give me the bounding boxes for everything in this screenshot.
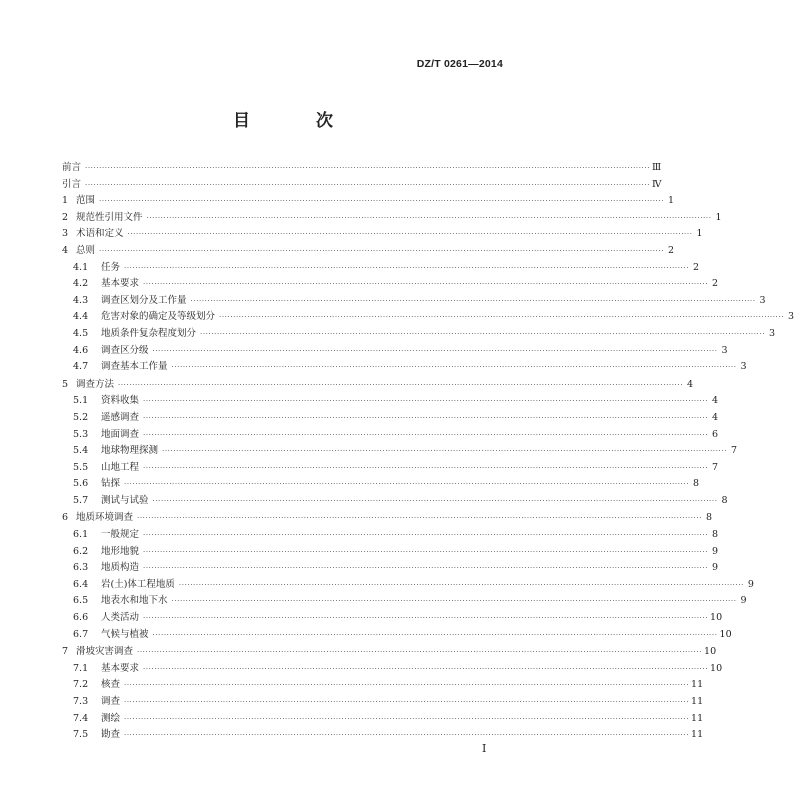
- toc-entry[interactable]: [62, 694, 704, 711]
- toc-entry[interactable]: [62, 460, 719, 477]
- toc-entry-page: 10: [704, 646, 717, 658]
- toc-entry-title: 气候与植被: [101, 628, 149, 640]
- toc-entry-page: Ⅳ: [652, 178, 662, 190]
- toc-entry-number: 1: [62, 195, 69, 207]
- toc-entry-page: 1: [696, 228, 703, 240]
- toc-entry[interactable]: [62, 159, 662, 177]
- leader-dots: ········································································································································································································: [124, 681, 690, 690]
- toc-entry-number: 5.7: [73, 494, 89, 506]
- toc-entry-number: 4.3: [73, 294, 89, 306]
- leader-dots: ········································································································································································································: [143, 413, 709, 422]
- toc-entry-title: 调查区划分及工作量: [101, 294, 187, 306]
- leader-dots: ········································································································································································································: [85, 164, 651, 172]
- leader-dots: ········································································································································································································: [143, 430, 709, 439]
- toc-entry-title: 资料收集: [101, 395, 140, 407]
- page-title: 目 次: [233, 111, 363, 131]
- toc-entry-number: 6.1: [73, 529, 89, 541]
- toc-entry-page: 9: [712, 545, 719, 557]
- toc-entry[interactable]: [62, 359, 747, 376]
- leader-dots: ········································································································································································································: [143, 463, 709, 472]
- toc-entry-title: 测试与试验: [101, 494, 149, 506]
- toc-entry[interactable]: [62, 527, 719, 544]
- toc-entry-number: 6: [62, 512, 69, 524]
- page-number: I: [482, 742, 487, 755]
- toc-entry-title: 规范性引用文件: [76, 211, 143, 223]
- toc-entry-page: 8: [693, 478, 700, 490]
- toc-entry[interactable]: [62, 276, 719, 293]
- toc-entry-number: 6.5: [73, 595, 89, 607]
- toc-entry-title: 调查方法: [76, 378, 115, 390]
- toc-entry-page: 10: [710, 662, 723, 674]
- toc-entry[interactable]: [62, 326, 776, 343]
- toc-entry-title: 范围: [76, 195, 96, 207]
- toc-entry-number: 6.3: [73, 562, 89, 574]
- toc-entry-number: 5.6: [73, 478, 89, 490]
- toc-entry-page: 3: [740, 361, 747, 373]
- toc-entry-title: 山地工程: [101, 461, 140, 473]
- leader-dots: ········································································································································································································: [171, 597, 737, 606]
- leader-dots: ········································································································································································································: [137, 514, 703, 523]
- leader-dots: ········································································································································································································: [99, 246, 665, 255]
- leader-dots: ········································································································································································································: [152, 630, 718, 639]
- toc-entry-title: 地质条件复杂程度划分: [101, 327, 197, 339]
- toc-entry-title: 地面调查: [101, 428, 140, 440]
- leader-dots: ········································································································································································································: [118, 380, 684, 389]
- toc-entry[interactable]: [62, 560, 719, 577]
- toc-entry-number: 4.2: [73, 278, 89, 290]
- toc-entry-page: 3: [788, 311, 794, 323]
- toc-entry-number: 5.4: [73, 445, 89, 457]
- toc-entry-title: 地质构造: [101, 562, 140, 574]
- toc-entry-title: 引言: [62, 178, 82, 190]
- leader-dots: ········································································································································································································: [171, 363, 737, 372]
- toc-entry-page: Ⅲ: [652, 162, 662, 173]
- toc-entry-number: 4.5: [73, 327, 89, 339]
- toc-entry-page: 10: [710, 612, 723, 624]
- toc-entry-title: 地表水和地下水: [101, 595, 168, 607]
- toc-entry-page: 7: [731, 445, 738, 457]
- toc-entry[interactable]: [62, 243, 675, 260]
- toc-entry[interactable]: [62, 309, 794, 326]
- toc-entry[interactable]: [62, 177, 662, 194]
- leader-dots: ········································································································································································································: [162, 447, 728, 456]
- toc-entry-number: 4.7: [73, 361, 89, 373]
- leader-dots: ········································································································································································································: [178, 580, 744, 589]
- toc-entry-title: 基本要求: [101, 662, 140, 674]
- table-of-contents: [62, 159, 794, 744]
- leader-dots: ········································································································································································································: [152, 496, 718, 505]
- toc-entry-page: 1: [668, 195, 675, 207]
- toc-entry-number: 7: [62, 646, 69, 658]
- leader-dots: ········································································································································································································: [99, 197, 665, 206]
- toc-entry-number: 2: [62, 211, 69, 223]
- toc-entry-number: 6.6: [73, 612, 89, 624]
- toc-entry-title: 地形地貌: [101, 545, 140, 557]
- toc-entry-title: 核查: [101, 679, 121, 691]
- toc-entry-page: 11: [691, 712, 704, 724]
- toc-entry[interactable]: [62, 193, 675, 210]
- toc-entry-page: 8: [706, 512, 713, 524]
- toc-entry-title: 滑坡灾害调查: [76, 646, 134, 658]
- leader-dots: ········································································································································································································: [200, 329, 766, 338]
- toc-entry-number: 7.1: [73, 662, 89, 674]
- toc-entry-page: 8: [712, 529, 719, 541]
- leader-dots: ········································································································································································································: [124, 263, 690, 272]
- toc-entry-title: 调查: [101, 696, 121, 707]
- toc-entry-number: 7.5: [73, 729, 89, 741]
- leader-dots: ········································································································································································································: [143, 531, 709, 540]
- leader-dots: ········································································································································································································: [143, 397, 709, 406]
- toc-entry-page: 2: [712, 278, 719, 290]
- toc-entry[interactable]: [62, 393, 719, 410]
- toc-entry-page: 3: [769, 327, 776, 339]
- toc-entry-number: 5.3: [73, 428, 89, 440]
- toc-entry-number: 5.5: [73, 461, 89, 473]
- leader-dots: ········································································································································································································: [85, 180, 651, 189]
- toc-entry-number: 3: [62, 228, 69, 240]
- toc-entry-page: 3: [759, 294, 766, 306]
- toc-entry[interactable]: [62, 509, 713, 527]
- toc-entry-number: 5.1: [73, 395, 89, 407]
- toc-entry[interactable]: [62, 427, 719, 444]
- toc-entry-title: 调查基本工作量: [101, 361, 168, 373]
- toc-entry[interactable]: [62, 493, 728, 510]
- toc-entry[interactable]: [62, 577, 754, 594]
- toc-entry-page: 2: [693, 261, 700, 273]
- toc-entry-page: 7: [712, 461, 719, 473]
- toc-entry[interactable]: [62, 711, 704, 728]
- leader-dots: ········································································································································································································: [124, 714, 690, 723]
- leader-dots: ········································································································································································································: [124, 698, 690, 706]
- toc-entry-number: 4.1: [73, 261, 89, 273]
- leader-dots: ········································································································································································································: [143, 664, 709, 673]
- toc-entry[interactable]: [62, 476, 700, 493]
- toc-entry-page: 9: [747, 578, 754, 590]
- toc-entry-page: 11: [691, 679, 704, 691]
- toc-entry-title: 术语和定义: [76, 228, 124, 240]
- toc-entry-page: 2: [668, 244, 675, 256]
- toc-entry[interactable]: [62, 677, 704, 694]
- toc-entry-title: 人类活动: [101, 612, 140, 624]
- toc-entry-title: 总则: [76, 244, 96, 256]
- toc-entry-number: 7.3: [73, 696, 89, 707]
- toc-entry-title: 危害对象的确定及等级划分: [101, 311, 216, 323]
- toc-entry[interactable]: [62, 443, 738, 460]
- leader-dots: ········································································································································································································: [146, 213, 712, 222]
- toc-entry-page: 11: [691, 696, 704, 707]
- toc-entry-page: 4: [712, 395, 719, 407]
- toc-entry-title: 地球物理探测: [101, 445, 159, 457]
- leader-dots: ········································································································································································································: [143, 564, 709, 573]
- toc-entry[interactable]: [62, 210, 722, 227]
- toc-entry-title: 遥感调查: [101, 411, 140, 423]
- toc-entry[interactable]: [62, 544, 719, 561]
- leader-dots: ········································································································································································································: [137, 648, 703, 657]
- toc-entry[interactable]: [62, 260, 700, 277]
- toc-entry-number: 6.4: [73, 578, 89, 590]
- leader-dots: ········································································································································································································: [124, 731, 690, 740]
- toc-entry-number: 7.4: [73, 712, 89, 724]
- toc-entry[interactable]: [62, 643, 717, 661]
- toc-entry-title: 地质环境调查: [76, 512, 134, 524]
- toc-entry-title: 调查区分级: [101, 344, 149, 356]
- toc-entry-title: 一般规定: [101, 529, 140, 541]
- toc-entry-title: 测绘: [101, 712, 121, 724]
- toc-entry[interactable]: [62, 376, 694, 394]
- toc-entry-title: 任务: [101, 261, 121, 273]
- toc-entry[interactable]: [62, 727, 704, 744]
- toc-entry-page: 4: [687, 378, 694, 390]
- toc-entry[interactable]: [62, 593, 747, 610]
- toc-entry[interactable]: [62, 343, 728, 360]
- toc-entry-number: 4.6: [73, 344, 89, 356]
- toc-entry[interactable]: [62, 293, 766, 310]
- toc-entry-page: 3: [721, 344, 728, 356]
- toc-entry-page: 1: [715, 211, 722, 223]
- document-code: DZ/T 0261—2014: [416, 58, 503, 70]
- toc-entry-page: 9: [740, 595, 747, 607]
- toc-entry-page: 4: [712, 411, 719, 423]
- toc-entry-title: 前言: [62, 162, 82, 173]
- toc-entry-number: 5: [62, 378, 69, 390]
- toc-entry-page: 9: [712, 562, 719, 574]
- toc-entry-title: 岩(土)体工程地质: [101, 578, 175, 590]
- leader-dots: ········································································································································································································: [127, 230, 693, 239]
- toc-entry[interactable]: [62, 661, 723, 678]
- toc-entry[interactable]: [62, 610, 723, 627]
- toc-entry[interactable]: [62, 226, 703, 243]
- toc-entry-number: 4.4: [73, 311, 89, 323]
- toc-entry-title: 钻探: [101, 478, 121, 490]
- leader-dots: ········································································································································································································: [219, 313, 785, 322]
- toc-entry-page: 8: [721, 494, 728, 506]
- toc-entry-number: 6.7: [73, 628, 89, 640]
- leader-dots: ········································································································································································································: [190, 296, 756, 305]
- leader-dots: ········································································································································································································: [124, 480, 690, 489]
- toc-entry-page: 10: [719, 628, 732, 640]
- toc-entry[interactable]: [62, 627, 732, 644]
- toc-entry-title: 基本要求: [101, 278, 140, 290]
- toc-entry[interactable]: [62, 410, 719, 427]
- leader-dots: ········································································································································································································: [152, 346, 718, 355]
- toc-entry-number: 4: [62, 244, 69, 256]
- toc-entry-title: 勘查: [101, 729, 121, 741]
- leader-dots: ········································································································································································································: [143, 614, 709, 623]
- leader-dots: ········································································································································································································: [143, 547, 709, 556]
- toc-entry-page: 11: [691, 729, 704, 741]
- toc-entry-number: 7.2: [73, 679, 89, 691]
- toc-entry-number: 5.2: [73, 411, 89, 423]
- toc-entry-number: 6.2: [73, 545, 89, 557]
- toc-entry-page: 6: [712, 428, 719, 440]
- leader-dots: ········································································································································································································: [143, 280, 709, 289]
